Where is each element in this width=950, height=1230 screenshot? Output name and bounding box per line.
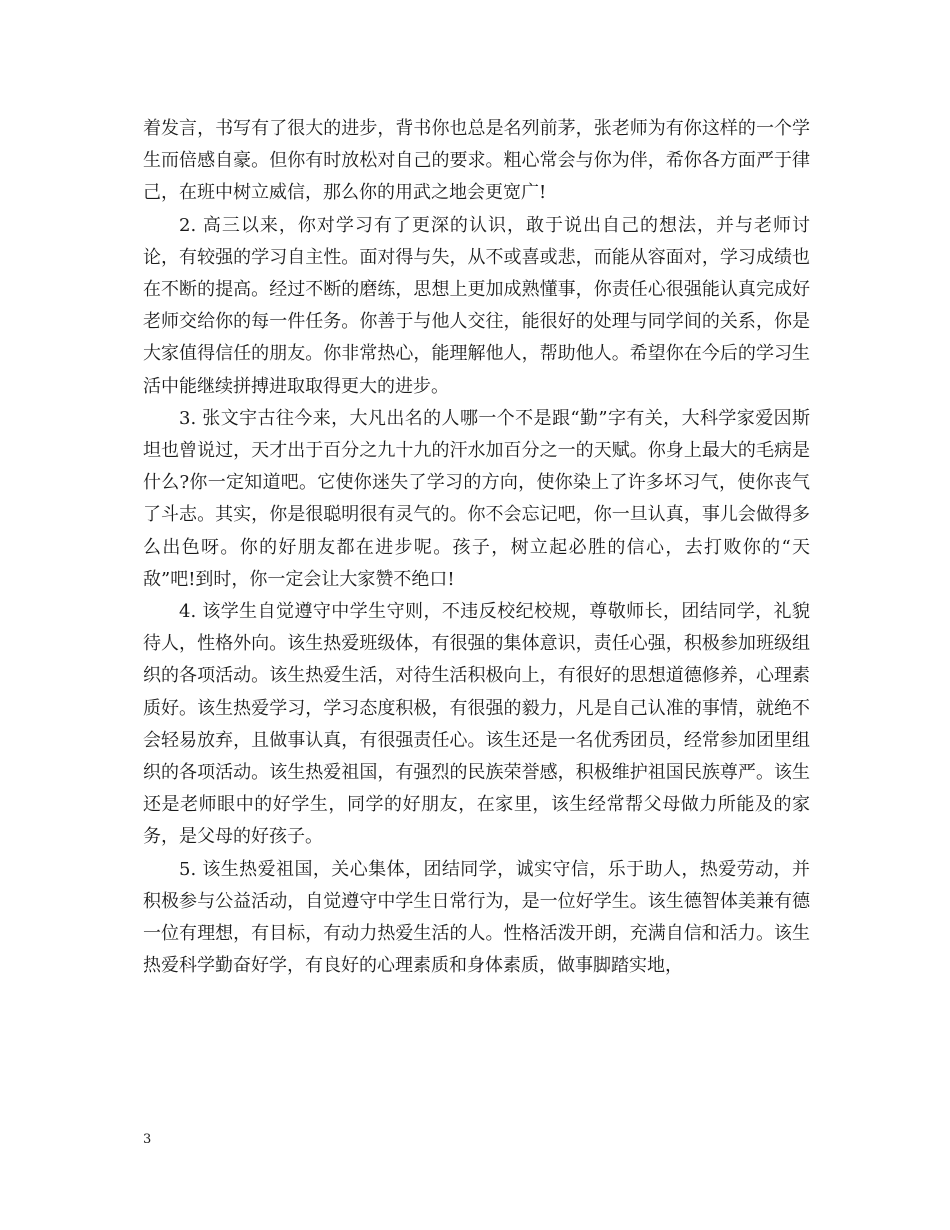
paragraph-comment-4: 4. 该学生自觉遵守中学生守则，不违反校纪校规，尊敬师长，团结同学，礼貌待人，性格外向。该生热爱班级体，有很强的集体意识，责任心强，积极参加班级组织的各项活动。该生热爱生活，对待生活积极向上，有很好的思想道德修养，心理素质好。该生热爱学习，学习态度积极，有很强的毅力，凡是自己认准的事情，就绝不会轻易放弃，且做事认真，有很强责任心。该生还是一名优秀团员，经常参加团里组织的各项活动。该生热爱祖国，有强烈的民族荣誉感，积极维护祖国民族尊严。该生还是老师眼中的好学生，同学的好朋友，在家里，该生经常帮父母做力所能及的家务，是父母的好孩子。 <box>143 601 810 848</box>
paragraph-comment-3: 3. 张文宇古往今来，大凡出名的人哪一个不是跟“勤”字有关，大科学家爱因斯坦也曾说过，天才出于百分之九十九的汗水加百分之一的天赋。你身上最大的毛病是什么?你一定知道吧。它使你迷失了学习的方向，使你染上了许多坏习气，使你丧气了斗志。其实，你是很聪明很有灵气的。你不会忘记吧，你一旦认真，事儿会做得多么出色呀。你的好朋友都在进步呢。孩子，树立起必胜的信心，去打败你的“天敌”吧!到时，你一定会让大家赞不绝口! <box>143 407 810 590</box>
page-number: 3 <box>143 1132 152 1147</box>
paragraph-continuation: 着发言，书写有了很大的进步，背书你也总是名列前茅，张老师为有你这样的一个学生而倍感自豪。但你有时放松对自己的要求。粗心常会与你为伴，希你各方面严于律己，在班中树立威信，那么你的用武之地会更宽广! <box>143 118 810 204</box>
document-body <box>143 113 810 982</box>
paragraph-comment-2: 2. 高三以来，你对学习有了更深的认识，敢于说出自己的想法，并与老师讨论，有较强的学习自主性。面对得与失，从不或喜或悲，而能从容面对，学习成绩也在不断的提高。经过不断的磨练，思想上更加成熟懂事，你责任心很强能认真完成好老师交给你的每一件任务。你善于与他人交往，能很好的处理与同学间的关系，你是大家值得信任的朋友。你非常热心，能理解他人，帮助他人。希望你在今后的学习生活中能继续拼搏进取取得更大的进步。 <box>143 214 810 397</box>
paragraph-comment-5: 5. 该生热爱祖国，关心集体，团结同学，诚实守信，乐于助人，热爱劳动，并积极参与公益活动，自觉遵守中学生日常行为，是一位好学生。该生德智体美兼有德一位有理想，有目标，有动力热爱生活的人。性格活泼开朗，充满自信和活力。该生热爱科学勤奋好学，有良好的心理素质和身体素质，做事脚踏实地， <box>143 858 810 977</box>
